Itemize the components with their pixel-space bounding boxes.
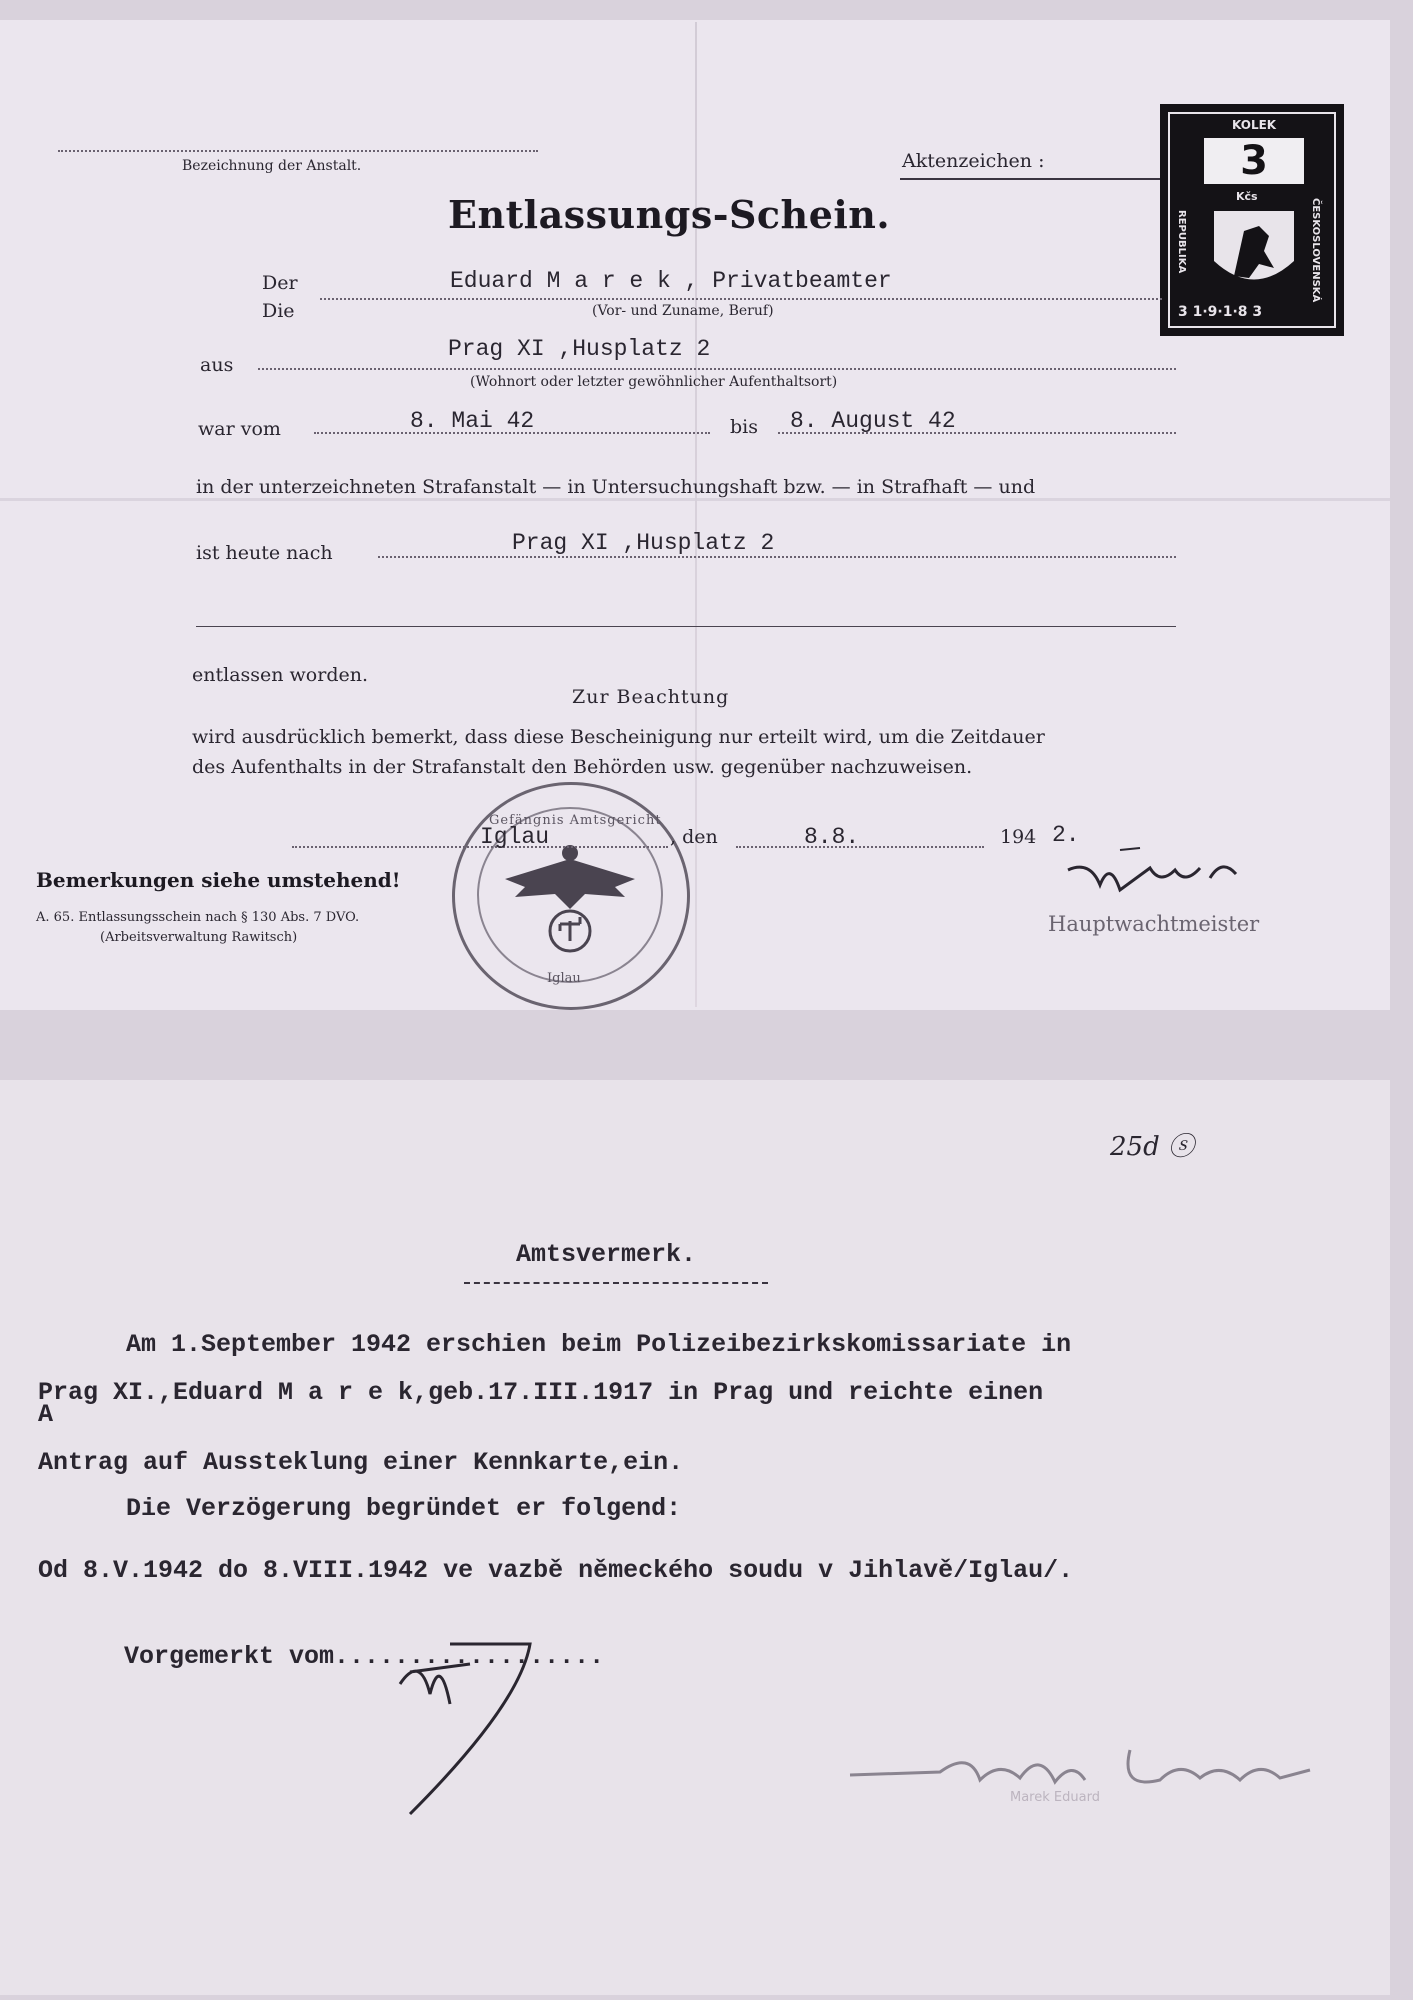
from-date-value: 8. Mai 42 xyxy=(410,408,535,434)
form-reference-2: (Arbeitsverwaltung Rawitsch) xyxy=(100,930,298,945)
note-line-2: Prag XI.,Eduard M a r e k,geb.17.III.1917 in Prag und reichte einen xyxy=(38,1378,1044,1407)
signature-title: Hauptwachtmeister xyxy=(1048,912,1260,936)
lion-emblem-icon xyxy=(1204,206,1304,296)
war-vom-label: war vom xyxy=(198,418,281,440)
year-prefix: 194 xyxy=(1000,826,1037,848)
custody-sentence: in der unterzeichneten Strafanstalt — in Untersuchungshaft bzw. — in Strafhaft — und xyxy=(196,476,1036,498)
origin-caption: (Wohnort oder letzter gewöhnlicher Aufenthaltsort) xyxy=(470,374,838,390)
date-dotted-line xyxy=(736,846,984,848)
official-seal xyxy=(452,782,690,1010)
beachtung-title: Zur Beachtung xyxy=(572,686,730,708)
note-line-3: Antrag auf Aussteklung einer Kennkarte,ein. xyxy=(38,1448,684,1477)
file-number: 25d ⓢ xyxy=(1110,1132,1194,1162)
der-label: Der xyxy=(262,272,298,294)
beachtung-line-1: wird ausdrücklich bemerkt, dass diese Bescheinigung nur erteilt wird, um die Zeitdauer xyxy=(192,726,1045,748)
vorgemerkt-line: Vorgemerkt vom.................. xyxy=(124,1642,605,1671)
year-suffix: 2. xyxy=(1052,822,1080,848)
note-line-5: Od 8.V.1942 do 8.VIII.1942 ve vazbě německého soudu v Jihlavě/Iglau/. xyxy=(38,1556,1074,1585)
official-note-sheet xyxy=(0,1080,1390,1995)
beachtung-line-2: des Aufenthalts in der Strafanstalt den Behörden usw. gegenüber nachzuweisen. xyxy=(192,756,973,778)
paper-fold-vertical xyxy=(695,22,697,1007)
origin-value: Prag XI ,Husplatz 2 xyxy=(448,336,711,362)
note-line-4: Die Verzögerung begründet er folgend: xyxy=(126,1494,682,1523)
bis-label: bis xyxy=(730,416,758,438)
den-label: , den xyxy=(670,826,718,848)
paper-fold-horizontal xyxy=(0,498,1390,501)
person-value: Eduard M a r e k , Privatbeamter xyxy=(450,268,892,294)
from-dotted-line xyxy=(314,432,710,434)
signature-text: Marek Eduard xyxy=(1010,1790,1100,1805)
entlassen-text: entlassen worden. xyxy=(192,664,369,686)
stamp-left-text: REPUBLIKA xyxy=(1176,210,1187,274)
note-title-underline xyxy=(464,1282,768,1284)
stamp-frame xyxy=(1168,112,1336,328)
to-dotted-line xyxy=(778,432,1176,434)
person-dotted-line xyxy=(320,298,1162,300)
anstalt-label: Bezeichnung der Anstalt. xyxy=(182,158,362,174)
stamp-right-text: ČESKOSLOVENSKÁ xyxy=(1310,198,1321,303)
stamp-value: 3 xyxy=(1204,138,1304,184)
destination-value: Prag XI ,Husplatz 2 xyxy=(512,530,775,556)
seal-bottom-text: Iglau xyxy=(547,971,581,986)
stamp-bottom-text: 3 1·9·1·8 3 xyxy=(1178,304,1263,320)
anstalt-dotted-line xyxy=(58,150,538,152)
revenue-stamp xyxy=(1160,104,1344,336)
stamp-currency: Kčs xyxy=(1236,190,1258,203)
initials-signature xyxy=(380,1624,560,1824)
bemerkungen-note: Bemerkungen siehe umstehend! xyxy=(36,868,401,892)
heute-nach-label: ist heute nach xyxy=(196,542,333,564)
eagle-emblem-icon xyxy=(495,839,645,959)
aus-label: aus xyxy=(200,354,234,376)
form-reference: A. 65. Entlassungsschein nach § 130 Abs. 7 DVO. xyxy=(36,910,360,925)
note-line-2b: A xyxy=(38,1400,54,1429)
blank-line xyxy=(196,626,1176,627)
person-caption: (Vor- und Zuname, Beruf) xyxy=(592,303,774,319)
document-title: Entlassungs-Schein. xyxy=(448,192,891,237)
pencil-signature xyxy=(840,1720,1380,1810)
note-title: Amtsvermerk. xyxy=(516,1240,697,1269)
destination-dotted-line xyxy=(378,556,1176,558)
to-date-value: 8. August 42 xyxy=(790,408,956,434)
aktenzeichen-underline xyxy=(900,178,1160,180)
place-value: Iglau xyxy=(480,824,550,850)
origin-dotted-line xyxy=(258,368,1176,370)
die-label: Die xyxy=(262,300,295,322)
seal-ring-text: Gefängnis Amtsgericht xyxy=(489,813,662,828)
stamp-top-text: KOLEK xyxy=(1232,118,1277,132)
handwritten-signature xyxy=(1060,840,1250,910)
date-value: 8.8. xyxy=(804,824,860,850)
note-line-1: Am 1.September 1942 erschien beim Polizeibezirkskomissariate in xyxy=(126,1330,1072,1359)
aktenzeichen-label: Aktenzeichen : xyxy=(902,150,1045,172)
